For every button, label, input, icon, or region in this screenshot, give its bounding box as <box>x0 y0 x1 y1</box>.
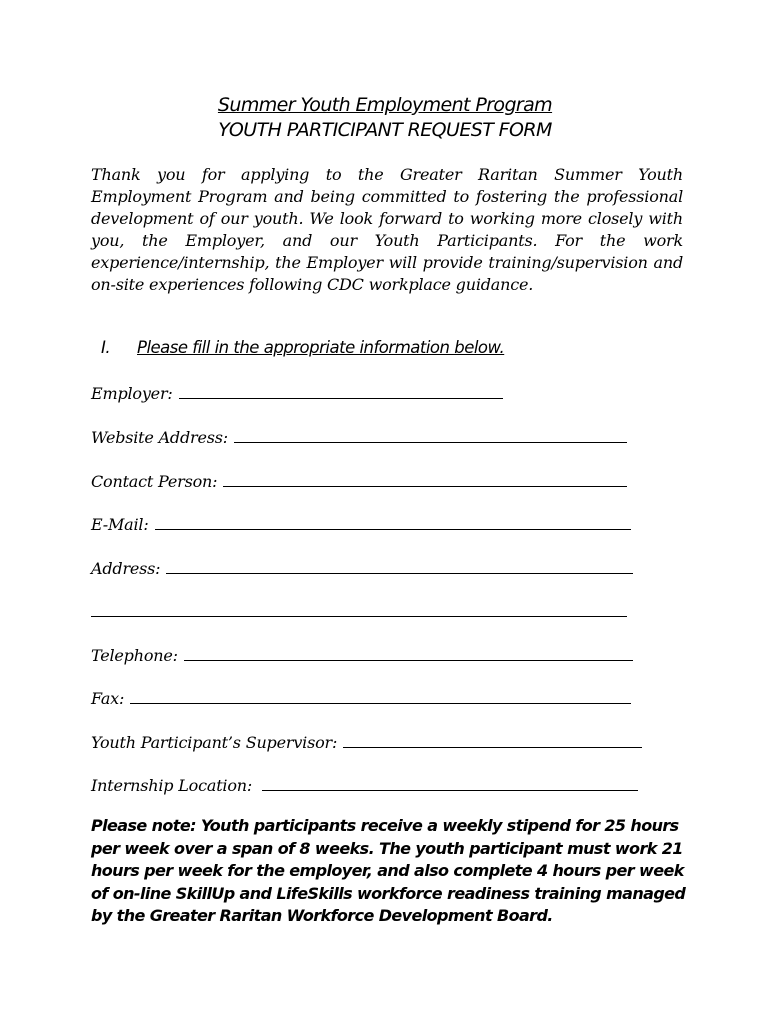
supervisor-field[interactable] <box>91 730 642 752</box>
employer-field[interactable] <box>91 381 503 403</box>
address-field[interactable] <box>91 556 633 578</box>
supervisor-label: Youth Participant’s Supervisor: <box>91 733 338 752</box>
email-label: E-Mail: <box>91 515 149 534</box>
address-blank-line[interactable] <box>166 573 633 574</box>
internship-location-blank-line[interactable] <box>262 790 638 791</box>
contact-label: Contact Person: <box>91 472 218 491</box>
telephone-blank-line[interactable] <box>184 660 633 661</box>
form-title: YOUTH PARTICIPANT REQUEST FORM <box>218 119 552 141</box>
internship-location-field[interactable] <box>91 773 638 795</box>
internship-location-label: Internship Location: <box>91 776 253 795</box>
telephone-field[interactable] <box>91 643 633 665</box>
address-line-2-field[interactable] <box>91 599 627 621</box>
stipend-note: Please note: Youth participants receive a weekly stipend for 25 hours per week over a span of 8 weeks. The youth participant must work 21 hours per week for the employer, and also complete 4 hours per week of on-line SkillUp and LifeSkills workforce readiness training managed by the Greater Raritan Workforce Development Board. <box>91 816 686 925</box>
website-field[interactable] <box>91 425 627 447</box>
fax-field[interactable] <box>91 686 631 708</box>
employer-blank-line[interactable] <box>179 398 503 399</box>
program-title: Summer Youth Employment Program <box>217 94 553 116</box>
fax-label: Fax: <box>91 689 125 708</box>
website-blank-line[interactable] <box>234 442 627 443</box>
contact-field[interactable] <box>91 469 627 491</box>
contact-blank-line[interactable] <box>223 486 627 487</box>
telephone-label: Telephone: <box>91 646 178 665</box>
website-label: Website Address: <box>91 428 228 447</box>
section-number: I. <box>101 338 111 357</box>
fax-blank-line[interactable] <box>130 703 631 704</box>
email-field[interactable] <box>91 512 631 534</box>
section-heading <box>101 338 504 357</box>
address-label: Address: <box>91 559 161 578</box>
address-line-2-blank-line[interactable] <box>91 616 627 617</box>
intro-paragraph: Thank you for applying to the Greater Raritan Summer Youth Employment Program and being committed to fostering the professional development of our youth. We look forward to working more closely with you, the Employer, and our Youth Participants. For the work experience/internship, the Employer will provide training/supervision and on-site experiences following CDC workplace guidance. <box>91 165 683 294</box>
section-heading-text: Please fill in the appropriate information below. <box>137 338 505 357</box>
supervisor-blank-line[interactable] <box>343 747 642 748</box>
employer-label: Employer: <box>91 384 173 403</box>
email-blank-line[interactable] <box>155 529 631 530</box>
